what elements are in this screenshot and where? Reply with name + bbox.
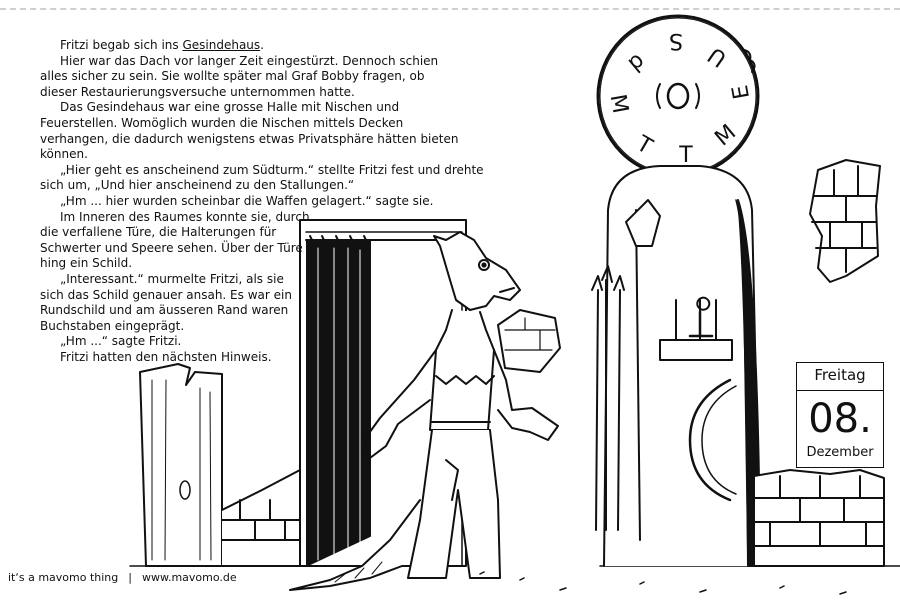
story-line: Hier war das Dach vor langer Zeit eingestürzt. Dennoch schien xyxy=(60,53,439,68)
gesindehaus-link[interactable]: Gesindehaus xyxy=(182,38,261,52)
calendar-weekday: Freitag xyxy=(814,366,866,384)
story-line: verhangen, die dadurch wenigstens etwas Privatsphäre hätten bieten xyxy=(40,131,459,146)
shield-letter: T xyxy=(632,131,657,160)
shield-letter: d xyxy=(622,48,650,77)
story-line: können. xyxy=(40,147,88,162)
story-line: Im Inneren des Raumes konnte sie, durch xyxy=(60,209,310,224)
footer-tagline: it‘s a mavomo thing xyxy=(8,571,119,584)
shield-letter: T xyxy=(679,143,693,168)
story-line: alles sicher zu sein. Sie wollte später mal Graf Bobby fragen, ob xyxy=(40,69,425,84)
story-line: sich das Schild genauer ansah. Es war ein xyxy=(40,287,292,302)
shield-letter: E xyxy=(727,83,756,102)
story-line: hing ein Schild. xyxy=(40,256,133,271)
wooden-post xyxy=(140,364,222,566)
calendar-date-box xyxy=(796,362,884,468)
story-text-post: . xyxy=(260,38,264,52)
footer-url[interactable]: www.mavomo.de xyxy=(141,571,237,584)
story-line: Feuerstellen. Womöglich wurden die Nischen mittels Decken xyxy=(40,115,404,130)
story-line: Buchstaben eingeprägt. xyxy=(40,318,185,333)
story-line: „Interessant.“ murmelte Fritzi, als sie xyxy=(60,271,284,286)
shield-letter: M xyxy=(710,119,741,152)
story-line: dieser Restaurierungsversuche unternommen hatte. xyxy=(40,84,355,99)
shield-letter: S xyxy=(669,28,683,53)
story-line: Fritzi hatten den nächsten Hinweis. xyxy=(60,349,272,364)
brick-wall-left xyxy=(222,470,300,566)
story-line: „Hm ... hier wurden scheinbar die Waffen gelagert.“ sagte sie. xyxy=(60,193,434,208)
story-line: „Hier geht es anscheinend zum Südturm.“ stellte Fritzi fest und drehte xyxy=(60,162,484,177)
story-line: die verfallene Türe, die Halterungen für xyxy=(40,225,277,240)
brick-patch-right xyxy=(810,160,880,282)
story-line: Rundschild und am äusseren Rand waren xyxy=(40,303,289,318)
stone-patch xyxy=(498,310,560,372)
calendar-divider xyxy=(797,390,883,391)
story-line: sich um, „Und hier anscheinend zu den Stallungen.“ xyxy=(40,178,355,193)
story-line: Das Gesindehaus war eine grosse Halle mit Nischen und xyxy=(60,100,400,115)
arch xyxy=(592,166,760,566)
brick-wall-right xyxy=(754,470,884,566)
story-paragraph xyxy=(40,38,460,54)
footer-separator: | xyxy=(128,571,132,584)
calendar-day: 08. xyxy=(808,396,872,442)
shield-letter: U xyxy=(703,41,732,72)
story-line: „Hm ...“ sagte Fritzi. xyxy=(60,334,182,349)
story-line: Schwerter und Speere sehen. Über der Türe xyxy=(40,240,303,255)
calendar-month: Dezember xyxy=(806,445,874,460)
footer xyxy=(8,571,237,584)
story-text-pre: Fritzi begab sich ins xyxy=(60,38,183,52)
story-text xyxy=(40,38,484,365)
shield-letter: M xyxy=(604,92,633,116)
